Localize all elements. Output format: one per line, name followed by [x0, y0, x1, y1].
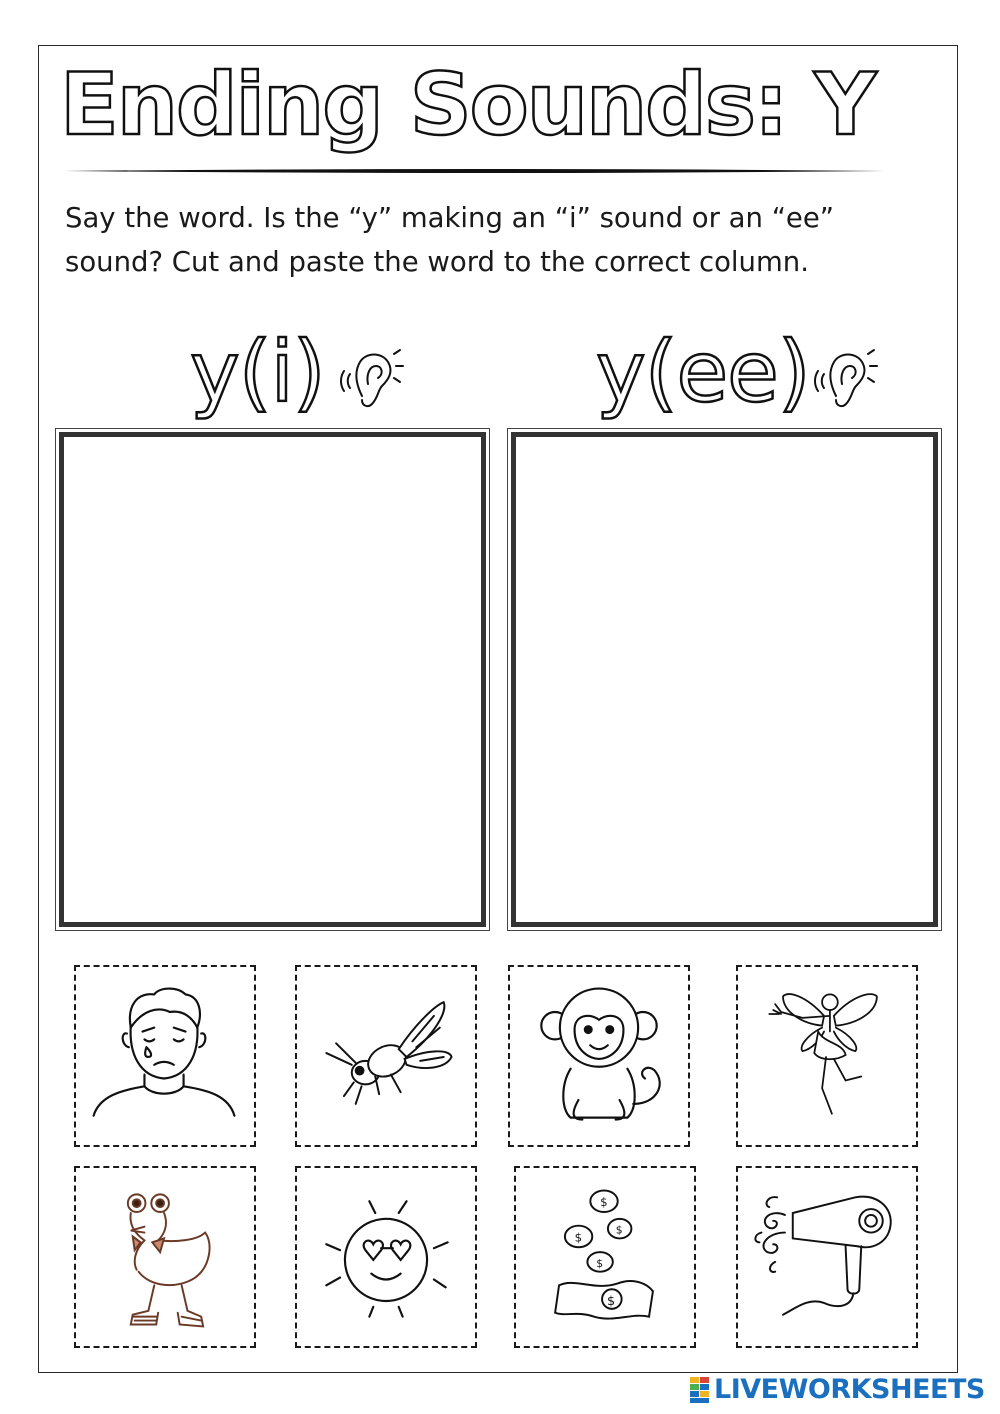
svg-text:$: $ [600, 1195, 608, 1210]
silly-duck-icon [76, 1168, 254, 1346]
picture-card-fairy[interactable] [736, 965, 918, 1147]
svg-text:$: $ [574, 1230, 583, 1245]
drop-zone-y-i[interactable] [55, 428, 490, 931]
title-underline [65, 168, 885, 174]
instructions-text: Say the word. Is the “y” making an “i” sound or an “ee” sound? Cut and paste the word to the correct column. [65, 202, 835, 278]
column-heading-y-ee [596, 323, 896, 421]
fly-icon [297, 967, 475, 1145]
picture-card-crying-boy[interactable] [74, 965, 256, 1147]
svg-text:$: $ [606, 1292, 616, 1308]
crying-boy-icon [76, 967, 254, 1145]
monkey-icon [510, 967, 688, 1145]
svg-text:$: $ [596, 1256, 604, 1270]
picture-card-money[interactable] [514, 1166, 696, 1348]
picture-card-sunny[interactable] [295, 1166, 477, 1348]
drop-zone-y-ee[interactable] [507, 428, 942, 931]
sunny-icon [297, 1168, 475, 1346]
ear-icon [338, 344, 404, 416]
liveworksheets-logo-icon [690, 1377, 710, 1403]
liveworksheets-label: LIVEWORKSHEETS [714, 1374, 985, 1405]
picture-card-silly-duck[interactable] [74, 1166, 256, 1348]
picture-card-fly[interactable] [295, 965, 477, 1147]
svg-text:$: $ [615, 1223, 623, 1237]
column-heading-label: y(ee) [596, 323, 810, 421]
picture-card-monkey[interactable] [508, 965, 690, 1147]
column-heading-y-i [190, 323, 430, 421]
column-heading-label: y(i) [190, 323, 325, 421]
money-icon [516, 1168, 694, 1346]
drop-zone-border [511, 432, 938, 927]
ear-icon [812, 344, 878, 416]
picture-card-hair-dryer[interactable] [736, 1166, 918, 1348]
worksheet-title: Ending Sounds: Y [60, 55, 875, 155]
hair-dryer-icon [738, 1168, 916, 1346]
fairy-icon [738, 967, 916, 1145]
drop-zone-border [59, 432, 486, 927]
